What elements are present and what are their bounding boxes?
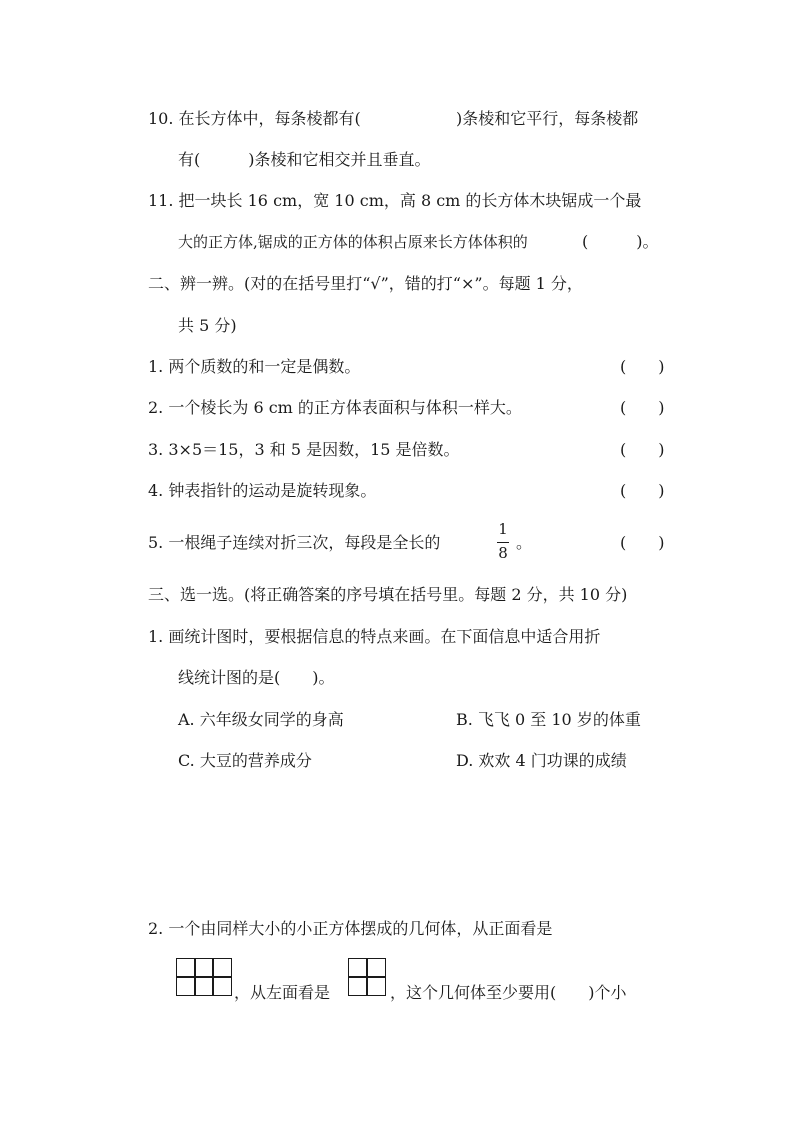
choice-q1-option-c[interactable]: C. 大豆的营养成分 (178, 751, 312, 770)
front-view-cell (176, 976, 196, 996)
judge-item-5: 5. 一根绳子连续对折三次，每段是全长的 (148, 533, 441, 552)
front-view-cell (194, 958, 214, 978)
section3-heading: 三、选一选。(将正确答案的序号填在括号里。每题 2 分，共 10 分) (148, 585, 628, 604)
choice-q1-line2: 线统计图的是( )。 (178, 668, 335, 687)
front-view-grid (176, 958, 234, 996)
choice-q2-line2-mid: ，从左面看是 (234, 983, 331, 1002)
left-view-cell (348, 976, 368, 996)
section2-heading-line1: 二、辨一辨。(对的在括号里打“√”，错的打“×”。每题 1 分， (148, 274, 583, 293)
judge-item-1-blank[interactable]: ( ) (620, 357, 665, 376)
q11-line1: 11. 把一块长 16 cm，宽 10 cm，高 8 cm 的长方体木块锯成一个最 (148, 191, 642, 210)
choice-q1-option-b[interactable]: B. 飞飞 0 至 10 岁的体重 (456, 710, 641, 729)
choice-q1-line1: 1. 画统计图时，要根据信息的特点来画。在下面信息中适合用折 (148, 627, 601, 646)
q10-line2: 有( )条棱和它相交并且垂直。 (178, 150, 431, 169)
judge-item-4: 4. 钟表指针的运动是旋转现象。 (148, 481, 377, 500)
q11-answer-blank[interactable]: ( )。 (582, 232, 659, 251)
judge-item-2: 2. 一个棱长为 6 cm 的正方体表面积与体积一样大。 (148, 398, 522, 417)
q10-line1-start: 10. 在长方体中，每条棱都有( (148, 109, 361, 128)
left-view-cell (366, 958, 386, 978)
judge-item-4-blank[interactable]: ( ) (620, 481, 665, 500)
front-view-cell (176, 958, 196, 978)
q11-line2: 大的正方体,锯成的正方体的体积占原来长方体体积的 (178, 233, 528, 251)
left-view-cell (348, 958, 368, 978)
section2-heading-line2: 共 5 分) (178, 316, 237, 335)
left-view-grid (348, 958, 388, 996)
judge-item-3-blank[interactable]: ( ) (620, 440, 665, 459)
front-view-cell (212, 976, 232, 996)
choice-q1-option-a[interactable]: A. 六年级女同学的身高 (178, 710, 344, 729)
fraction-numerator: 1 (498, 520, 508, 538)
fraction-one-eighth (496, 520, 510, 568)
judge-item-2-blank[interactable]: ( ) (620, 398, 665, 417)
front-view-cell (194, 976, 214, 996)
q10-line1-end: )条棱和它平行，每条棱都 (456, 109, 639, 128)
judge-item-5-blank[interactable]: ( ) (620, 533, 665, 552)
fraction-bar (497, 542, 509, 543)
choice-q2-line2-end: ，这个几何体至少要用( )个小 (390, 983, 627, 1002)
judge-item-5-suffix: 。 (516, 533, 533, 552)
left-view-cell (366, 976, 386, 996)
choice-q1-option-d[interactable]: D. 欢欢 4 门功课的成绩 (456, 751, 627, 770)
front-view-cell (212, 958, 232, 978)
choice-q2-line1: 2. 一个由同样大小的小正方体摆成的几何体，从正面看是 (148, 919, 553, 938)
fraction-denominator: 8 (498, 544, 508, 562)
judge-item-3: 3. 3×5＝15，3 和 5 是因数，15 是倍数。 (148, 440, 460, 459)
judge-item-1: 1. 两个质数的和一定是偶数。 (148, 357, 361, 376)
